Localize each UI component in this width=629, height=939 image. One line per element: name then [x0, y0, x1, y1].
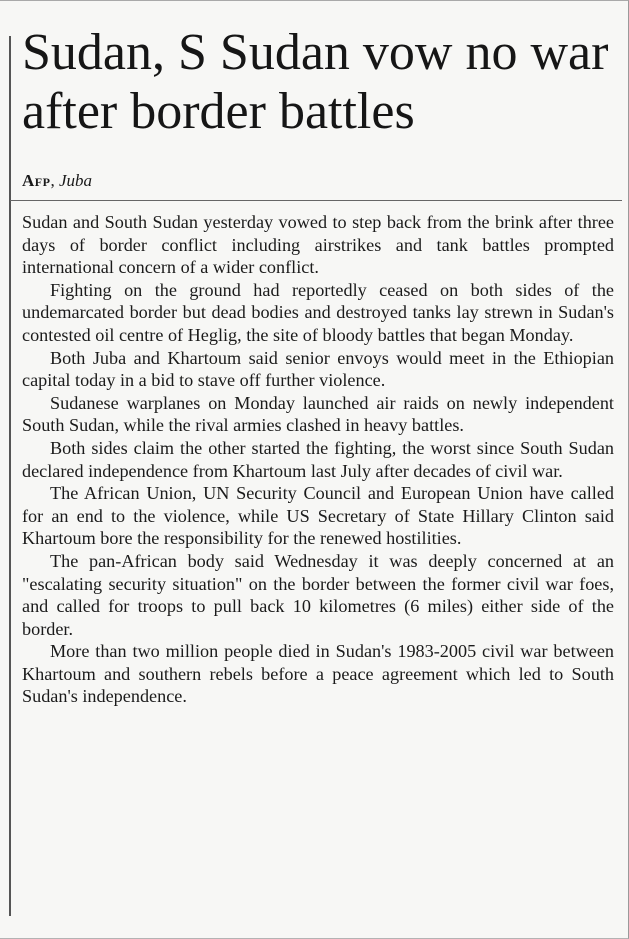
article-paragraph: Sudan and South Sudan yesterday vowed to step back from the brink after three days of border conflict including airstrikes and tank battles prompted international concern of a wider conflict.	[22, 212, 614, 278]
article-paragraph: The African Union, UN Security Council and European Union have called for an end to the violence, while US Secretary of State Hillary Clinton said Khartoum bore the responsibility for the renewed hostilities.	[22, 483, 614, 549]
article-paragraph: Both sides claim the other started the fighting, the worst since South Sudan declared independence from Khartoum last July after decades of civil war.	[22, 437, 614, 481]
byline-separator: ,	[50, 171, 59, 190]
headline: Sudan, S Sudan vow no war after border battles	[22, 24, 609, 140]
byline-divider	[10, 200, 622, 201]
byline	[22, 171, 92, 191]
article-body	[22, 211, 614, 708]
article-paragraph: More than two million people died in Sudan's 1983-2005 civil war between Khartoum and southern rebels before a peace agreement which led to South Sudan's independence.	[22, 641, 614, 707]
byline-agency: Afp	[22, 171, 51, 190]
article-paragraph: Both Juba and Khartoum said senior envoys would meet in the Ethiopian capital today in a bid to stave off further violence.	[22, 347, 614, 391]
byline-place: Juba	[58, 171, 92, 190]
article-paragraph: The pan-African body said Wednesday it was deeply concerned at an "escalating security situation" on the border between the former civil war foes, and called for troops to pull back 10 kilometres (6 miles) either side of the border.	[22, 550, 614, 639]
article-paragraph: Sudanese warplanes on Monday launched air raids on newly independent South Sudan, while the rival armies clashed in heavy battles.	[22, 392, 614, 436]
column-rule	[9, 36, 11, 916]
article-paragraph: Fighting on the ground had reportedly ceased on both sides of the undemarcated border but dead bodies and destroyed tanks lay strewn in Sudan's contested oil centre of Heglig, the site of bloody battles that began Monday.	[22, 279, 614, 345]
